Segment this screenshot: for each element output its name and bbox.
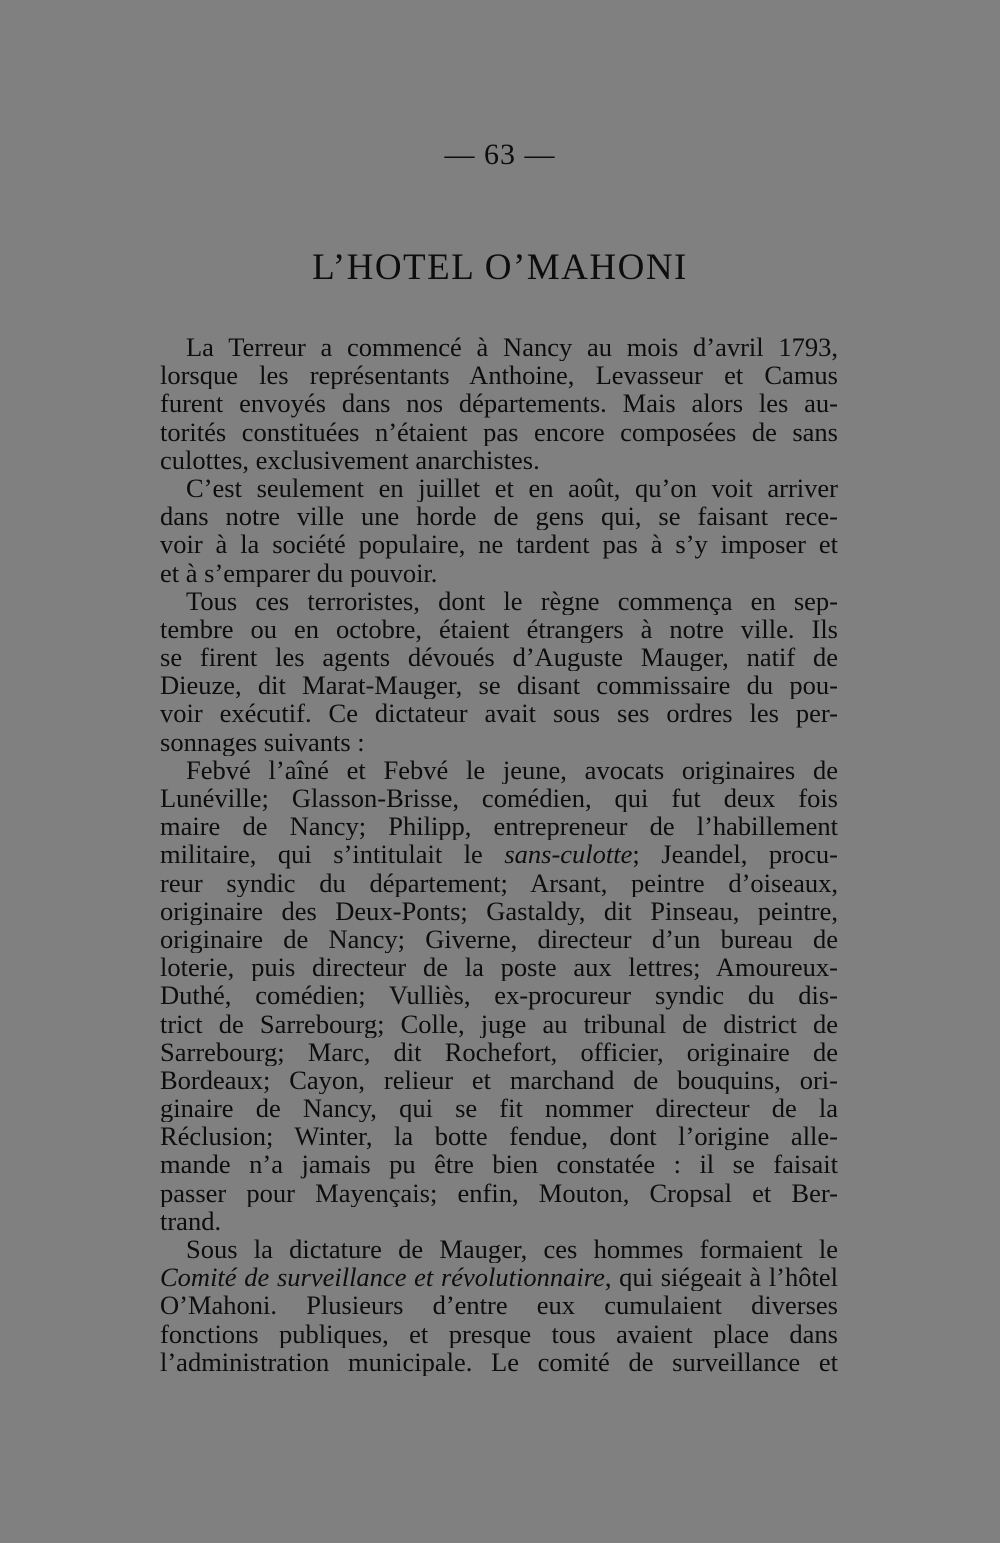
- text-line: Febvé l’aîné et Febvé le jeune, avocats originaires de: [186, 755, 838, 784]
- text-line: furent envoyés dans nos départements. Mais alors les au-: [160, 389, 838, 418]
- text-line: La Terreur a commencé à Nancy au mois d’avril 1793,: [186, 333, 838, 362]
- text-line: Comité de surveillance et révolutionnaire, qui siégeait à l’hôtel: [160, 1263, 838, 1292]
- text-line: fonctions publiques, et presque tous avaient place dans: [160, 1319, 838, 1348]
- text-line: tembre ou en octobre, étaient étrangers à notre ville. Ils: [160, 614, 838, 644]
- text-line: militaire, qui s’intitulait le sans-culotte; Jeandel, procu-: [160, 840, 838, 869]
- text-line: Bordeaux; Cayon, relieur et marchand de bouquins, ori-: [160, 1065, 838, 1095]
- text-line: originaire des Deux-Ponts; Gastaldy, dit Pinseau, peintre,: [160, 896, 838, 925]
- text-line: se firent les agents dévoués d’Auguste Mauger, natif de: [160, 643, 838, 672]
- chapter-title: L’HOTEL O’MAHONI: [312, 247, 688, 288]
- text-line: originaire de Nancy; Giverne, directeur d’un bureau de: [160, 924, 838, 954]
- text-line: Réclusion; Winter, la botte fendue, dont l’origine alle-: [160, 1122, 838, 1151]
- text-line: lorsque les représentants Anthoine, Levasseur et Camus: [160, 361, 838, 390]
- text-line: passer pour Mayençais; enfin, Mouton, Cropsal et Ber-: [160, 1178, 838, 1207]
- text-line: Lunéville; Glasson-Brisse, comédien, qui fut deux fois: [160, 784, 838, 813]
- text-line: dans notre ville une horde de gens qui, se faisant rece-: [160, 502, 838, 531]
- page-number: — 63 —: [444, 138, 556, 171]
- text-line: sonnages suivants :: [160, 727, 365, 756]
- text-line: voir à la société populaire, ne tardent pas à s’y imposer et: [160, 530, 838, 559]
- text-line: torités constituées n’étaient pas encore composées de sans: [160, 417, 838, 446]
- text-line: O’Mahoni. Plusieurs d’entre eux cumulaient diverses: [160, 1291, 838, 1320]
- text-line: C’est seulement en juillet et en août, qu’on voit arriver: [186, 473, 838, 503]
- body-text: [160, 333, 838, 1376]
- text-line: ginaire de Nancy, qui se fit nommer directeur de la: [160, 1094, 838, 1123]
- text-line: loterie, puis directeur de la poste aux lettres; Amoureux-: [160, 953, 838, 982]
- text-line: Sarrebourg; Marc, dit Rochefort, officier, originaire de: [160, 1037, 838, 1066]
- text-line: culottes, exclusivement anarchistes.: [160, 445, 540, 474]
- text-line: reur syndic du département; Arsant, peintre d’oiseaux,: [160, 868, 838, 897]
- text-line: Duthé, comédien; Vulliès, ex-procureur syndic du dis-: [160, 981, 838, 1010]
- text-line: mande n’a jamais pu être bien constatée : il se faisait: [160, 1150, 838, 1179]
- text-line: trict de Sarrebourg; Colle, juge au tribunal de district de: [160, 1009, 838, 1038]
- text-line: maire de Nancy; Philipp, entrepreneur de l’habillement: [160, 812, 838, 841]
- text-line: trand.: [160, 1206, 222, 1235]
- text-line: et à s’emparer du pouvoir.: [160, 558, 438, 587]
- text-line: Tous ces terroristes, dont le règne commença en sep-: [186, 586, 838, 615]
- text-line: Sous la dictature de Mauger, ces hommes formaient le: [186, 1235, 838, 1264]
- text-line: l’administration municipale. Le comité de surveillance et: [160, 1347, 838, 1376]
- text-line: voir exécutif. Ce dictateur avait sous ses ordres les per-: [160, 699, 838, 728]
- text-line: Dieuze, dit Marat-Mauger, se disant commissaire du pou-: [160, 671, 838, 700]
